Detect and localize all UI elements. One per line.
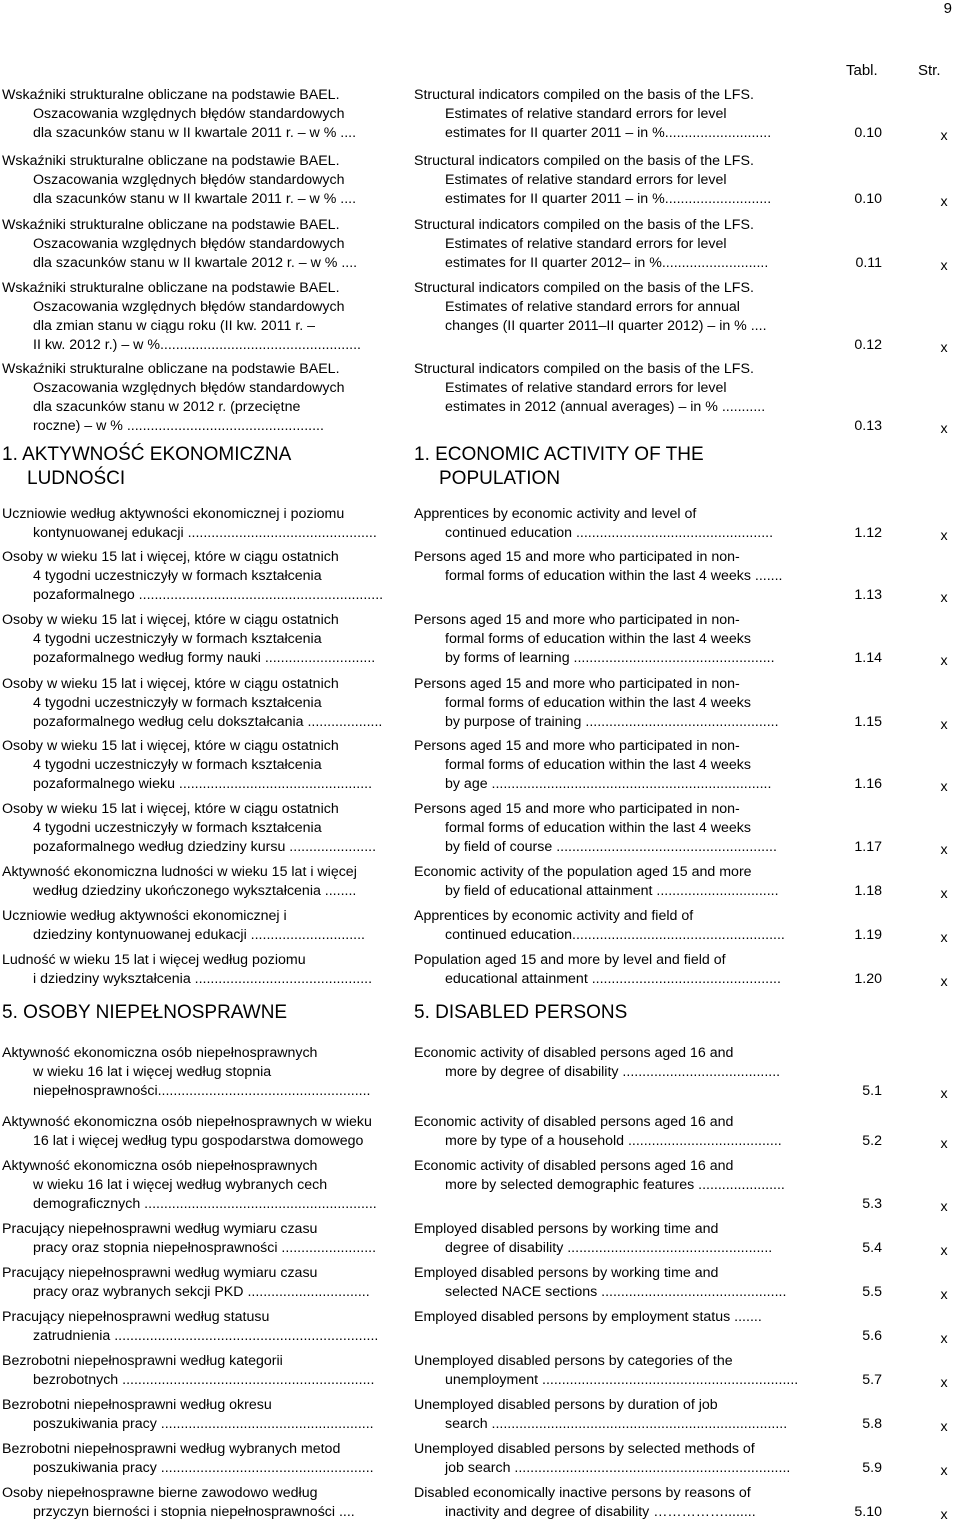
english-title-line: Estimates of relative standard errors for annual — [445, 299, 740, 315]
polish-title-line: pracy oraz stopnia niepełnosprawności ........................ — [33, 1240, 377, 1256]
toc-entry[interactable] — [0, 1352, 960, 1390]
entry-title-english — [414, 863, 822, 901]
polish-title-line: Osoby w wieku 15 lat i więcej, które w ciągu ostatnich — [2, 801, 339, 817]
table-number: 1.20 — [854, 971, 882, 987]
entry-title-polish — [2, 863, 412, 901]
table-number: 5.9 — [862, 1460, 882, 1476]
polish-title-line: roczne) – w % .................................................. — [33, 418, 324, 434]
entry-title-english — [414, 907, 822, 945]
entry-title-english — [414, 1352, 822, 1390]
toc-entry[interactable] — [0, 907, 960, 945]
polish-title-line: Pracujący niepełnosprawni według wymiaru czasu — [2, 1265, 318, 1281]
polish-title-line: pozaformalnego według formy nauki ............................ — [33, 650, 376, 666]
english-title-line: Employed disabled persons by working time and — [414, 1265, 719, 1281]
polish-title-line: Osoby niepełnosprawne bierne zawodowo według — [2, 1485, 318, 1501]
polish-title-line: Bezrobotni niepełnosprawni według kategorii — [2, 1353, 283, 1369]
entry-title-english — [414, 216, 822, 273]
page-reference: x — [940, 340, 948, 356]
english-title-line: Unemployed disabled persons by categories of the — [414, 1353, 733, 1369]
entry-title-polish — [2, 675, 412, 732]
toc-entry[interactable] — [0, 1440, 960, 1478]
polish-title-line: w wieku 16 lat i więcej według stopnia — [33, 1064, 272, 1080]
entry-title-polish — [2, 360, 412, 436]
english-title-line: Unemployed disabled persons by duration of job — [414, 1397, 718, 1413]
section-heading-polish — [2, 1001, 287, 1025]
toc-entry[interactable] — [0, 737, 960, 794]
table-number: 0.10 — [854, 125, 882, 141]
page-reference: x — [940, 1287, 948, 1303]
english-title-line: Structural indicators compiled on the basis of the LFS. — [414, 361, 754, 377]
polish-title-line: Aktywność ekonomiczna osób niepełnosprawnych w wieku — [2, 1114, 372, 1130]
entry-title-english — [414, 1484, 822, 1522]
entry-title-polish — [2, 505, 412, 543]
polish-title-line: Aktywność ekonomiczna osób niepełnosprawnych — [2, 1158, 318, 1174]
toc-entry[interactable] — [0, 1308, 960, 1346]
entry-title-polish — [2, 216, 412, 273]
section-heading-english — [414, 1001, 627, 1025]
english-title-line: Disabled economically inactive persons by reasons of — [414, 1485, 751, 1501]
english-title-line: Economic activity of disabled persons aged 16 and — [414, 1114, 734, 1130]
entry-title-polish — [2, 1113, 412, 1151]
page-reference: x — [940, 1243, 948, 1259]
polish-title-line: Pracujący niepełnosprawni według wymiaru czasu — [2, 1221, 318, 1237]
page-reference: x — [940, 1463, 948, 1479]
toc-entry[interactable] — [0, 675, 960, 732]
page-reference: x — [940, 590, 948, 606]
polish-title-line: Wskaźniki strukturalne obliczane na podstawie BAEL. — [2, 87, 340, 103]
english-title-line: Estimates of relative standard errors for level — [445, 172, 727, 188]
entry-title-english — [414, 1440, 822, 1478]
polish-title-line: Osoby w wieku 15 lat i więcej, które w ciągu ostatnich — [2, 676, 339, 692]
entry-title-polish — [2, 548, 412, 605]
entry-title-polish — [2, 1352, 412, 1390]
table-number: 5.3 — [862, 1196, 882, 1212]
section-heading-line: 1. AKTYWNOŚĆ EKONOMICZNA — [2, 444, 292, 465]
page-reference: x — [940, 717, 948, 733]
entry-title-english — [414, 737, 822, 794]
entry-title-english — [414, 1113, 822, 1151]
polish-title-line: 4 tygodni uczestniczyły w formach kształcenia — [33, 820, 322, 836]
entry-title-polish — [2, 1044, 412, 1101]
english-title-line: Economic activity of the population aged 15 and more — [414, 864, 752, 880]
entry-title-english — [414, 1396, 822, 1434]
english-title-line: degree of disability .................................................... — [445, 1240, 773, 1256]
english-title-line: Persons aged 15 and more who participated in non- — [414, 549, 740, 565]
table-number: 5.5 — [862, 1284, 882, 1300]
english-title-line: Apprentices by economic activity and level of — [414, 506, 697, 522]
polish-title-line: pozaformalnego wieku ................................................. — [33, 776, 373, 792]
table-number: 5.7 — [862, 1372, 882, 1388]
english-title-line: estimates for II quarter 2011 – in %........................... — [445, 191, 772, 207]
polish-title-line: dla zmian stanu w ciągu roku (II kw. 2011 r. – — [33, 318, 316, 334]
polish-title-line: Osoby w wieku 15 lat i więcej, które w ciągu ostatnich — [2, 738, 339, 754]
entry-title-polish — [2, 279, 412, 355]
entry-title-english — [414, 360, 822, 417]
table-number: 1.19 — [854, 927, 882, 943]
polish-title-line: Oszacowania względnych błędów standardowych — [33, 299, 345, 315]
english-title-line: Apprentices by economic activity and field of — [414, 908, 694, 924]
english-title-line: inactivity and degree of disability ……………........ — [445, 1504, 756, 1520]
toc-entry[interactable] — [0, 1157, 960, 1214]
polish-title-line: Aktywność ekonomiczna ludności w wieku 15 lat i więcej — [2, 864, 357, 880]
entry-title-english — [414, 548, 822, 586]
entry-title-polish — [2, 611, 412, 668]
toc-entry[interactable] — [0, 86, 960, 143]
english-title-line: continued education .................................................. — [445, 525, 774, 541]
entry-title-polish — [2, 737, 412, 794]
table-number: 0.13 — [854, 418, 882, 434]
english-title-line: more by selected demographic features ...................... — [445, 1177, 785, 1193]
entry-title-english — [414, 505, 822, 543]
polish-title-line: Wskaźniki strukturalne obliczane na podstawie BAEL. — [2, 153, 340, 169]
polish-title-line: Oszacowania względnych błędów standardowych — [33, 380, 345, 396]
entry-title-english — [414, 800, 822, 857]
english-title-line: educational attainment ................................................ — [445, 971, 781, 987]
page-reference: x — [940, 930, 948, 946]
toc-entry[interactable] — [0, 216, 960, 273]
page-reference: x — [940, 974, 948, 990]
page-reference: x — [940, 194, 948, 210]
entry-title-polish — [2, 86, 412, 143]
english-title-line: Structural indicators compiled on the basis of the LFS. — [414, 280, 754, 296]
polish-title-line: pozaformalnego według celu dokształcania ................... — [33, 714, 383, 730]
page-reference: x — [940, 779, 948, 795]
polish-title-line: II kw. 2012 r.) – w %................................................... — [33, 337, 361, 353]
page-number: 9 — [943, 0, 952, 17]
toc-entry[interactable] — [0, 152, 960, 209]
entry-title-polish — [2, 1157, 412, 1214]
polish-title-line: 4 tygodni uczestniczyły w formach kształcenia — [33, 631, 322, 647]
polish-title-line: Oszacowania względnych błędów standardowych — [33, 236, 345, 252]
polish-title-line: demograficznych ........................................................... — [33, 1196, 377, 1212]
entry-title-polish — [2, 1396, 412, 1434]
table-number: 5.1 — [862, 1083, 882, 1099]
entry-title-english — [414, 1308, 822, 1327]
entry-title-english — [414, 951, 822, 989]
polish-title-line: Ludność w wieku 15 lat i więcej według poziomu — [2, 952, 306, 968]
english-title-line: by field of course ........................................................ — [445, 839, 777, 855]
page-reference: x — [940, 886, 948, 902]
english-title-line: Economic activity of disabled persons aged 16 and — [414, 1045, 734, 1061]
page-reference: x — [940, 653, 948, 669]
entry-title-polish — [2, 152, 412, 209]
toc-entry[interactable] — [0, 548, 960, 605]
entry-title-english — [414, 1157, 822, 1195]
english-title-line: estimates for II quarter 2011 – in %........................... — [445, 125, 772, 141]
entry-title-english — [414, 1220, 822, 1258]
polish-title-line: 16 lat i więcej według typu gospodarstwa domowego — [33, 1133, 364, 1149]
entry-title-english — [414, 611, 822, 668]
table-number: 1.13 — [854, 587, 882, 603]
entry-title-polish — [2, 951, 412, 989]
section-heading-english — [414, 443, 704, 491]
polish-title-line: Oszacowania względnych błędów standardowych — [33, 106, 345, 122]
entry-title-polish — [2, 1484, 412, 1522]
polish-title-line: Aktywność ekonomiczna osób niepełnosprawnych — [2, 1045, 318, 1061]
page-reference: x — [940, 1136, 948, 1152]
page-reference: x — [940, 1199, 948, 1215]
entry-title-english — [414, 279, 822, 336]
english-title-line: changes (II quarter 2011–II quarter 2012) – in % .... — [445, 318, 767, 334]
english-title-line: Estimates of relative standard errors for level — [445, 106, 727, 122]
entry-title-english — [414, 1264, 822, 1302]
page-reference: x — [940, 1507, 948, 1523]
english-title-line: job search ...................................................................... — [445, 1460, 791, 1476]
english-title-line: Structural indicators compiled on the basis of the LFS. — [414, 87, 754, 103]
toc-entry[interactable] — [0, 360, 960, 436]
english-title-line: formal forms of education within the last 4 weeks — [445, 820, 751, 836]
toc-entry[interactable] — [0, 1264, 960, 1302]
english-title-line: Employed disabled persons by employment status ....... — [414, 1309, 762, 1325]
english-title-line: by purpose of training ................................................. — [445, 714, 779, 730]
table-number: 5.6 — [862, 1328, 882, 1344]
english-title-line: estimates in 2012 (annual averages) – in % ........... — [445, 399, 766, 415]
english-title-line: selected NACE sections ............................................... — [445, 1284, 787, 1300]
polish-title-line: niepełnosprawności...................................................... — [33, 1083, 371, 1099]
polish-title-line: bezrobotnych ................................................................ — [33, 1372, 375, 1388]
polish-title-line: Oszacowania względnych błędów standardowych — [33, 172, 345, 188]
english-title-line: formal forms of education within the last 4 weeks — [445, 757, 751, 773]
section-heading-line: 1. ECONOMIC ACTIVITY OF THE — [414, 444, 704, 465]
polish-title-line: kontynuowanej edukacji ................................................ — [33, 525, 377, 541]
entry-title-polish — [2, 800, 412, 857]
english-title-line: Employed disabled persons by working time and — [414, 1221, 719, 1237]
table-number: 1.16 — [854, 776, 882, 792]
english-title-line: Persons aged 15 and more who participated in non- — [414, 801, 740, 817]
english-title-line: Structural indicators compiled on the basis of the LFS. — [414, 153, 754, 169]
polish-title-line: dla szacunków stanu w II kwartale 2012 r. – w % .... — [33, 255, 358, 271]
entry-title-english — [414, 152, 822, 209]
page-reference: x — [940, 1086, 948, 1102]
english-title-line: more by type of a household ....................................... — [445, 1133, 782, 1149]
entry-title-polish — [2, 1308, 412, 1346]
polish-title-line: Osoby w wieku 15 lat i więcej, które w ciągu ostatnich — [2, 612, 339, 628]
polish-title-line: dla szacunków stanu w II kwartale 2011 r. – w % .... — [33, 191, 357, 207]
english-title-line: formal forms of education within the last 4 weeks — [445, 631, 751, 647]
polish-title-line: Pracujący niepełnosprawni według statusu — [2, 1309, 270, 1325]
polish-title-line: Uczniowie według aktywności ekonomicznej i — [2, 908, 287, 924]
page-reference: x — [940, 258, 948, 274]
polish-title-line: Bezrobotni niepełnosprawni według okresu — [2, 1397, 272, 1413]
page-reference: x — [940, 1375, 948, 1391]
table-number: 1.18 — [854, 883, 882, 899]
table-number: 1.12 — [854, 525, 882, 541]
entry-title-polish — [2, 1220, 412, 1258]
polish-title-line: według dziedziny ukończonego wykształcenia ........ — [33, 883, 357, 899]
toc-entry[interactable] — [0, 505, 960, 543]
section-heading-polish — [2, 443, 291, 491]
toc-entry[interactable] — [0, 1220, 960, 1258]
polish-title-line: Wskaźniki strukturalne obliczane na podstawie BAEL. — [2, 280, 340, 296]
polish-title-line: pracy oraz wybranych sekcji PKD ............................... — [33, 1284, 370, 1300]
polish-title-line: 4 tygodni uczestniczyły w formach kształcenia — [33, 757, 322, 773]
english-title-line: Population aged 15 and more by level and field of — [414, 952, 726, 968]
polish-title-line: i dziedziny wykształcenia ............................................. — [33, 971, 373, 987]
table-number: 0.11 — [855, 255, 882, 271]
table-number: 5.4 — [862, 1240, 882, 1256]
polish-title-line: 4 tygodni uczestniczyły w formach kształcenia — [33, 568, 322, 584]
entry-title-polish — [2, 1264, 412, 1302]
polish-title-line: zatrudnienia ................................................................... — [33, 1328, 379, 1344]
entry-title-english — [414, 675, 822, 732]
polish-title-line: poszukiwania pracy ...................................................... — [33, 1416, 374, 1432]
entry-title-polish — [2, 907, 412, 945]
english-title-line: search ........................................................................... — [445, 1416, 788, 1432]
column-header-page: Str. — [918, 62, 941, 79]
entry-title-english — [414, 86, 822, 143]
polish-title-line: w wieku 16 lat i więcej według wybranych cech — [33, 1177, 328, 1193]
table-number: 5.2 — [862, 1133, 882, 1149]
table-number: 1.14 — [854, 650, 882, 666]
table-number: 1.15 — [854, 714, 882, 730]
polish-title-line: dziedziny kontynuowanej edukacji ............................. — [33, 927, 365, 943]
english-title-line: by field of educational attainment ............................... — [445, 883, 779, 899]
english-title-line: Estimates of relative standard errors for level — [445, 236, 727, 252]
english-title-line: by age ....................................................................... — [445, 776, 772, 792]
page-reference: x — [940, 842, 948, 858]
polish-title-line: Uczniowie według aktywności ekonomicznej i poziomu — [2, 506, 345, 522]
toc-entry[interactable] — [0, 279, 960, 355]
toc-entry[interactable] — [0, 1044, 960, 1101]
polish-title-line: dla szacunków stanu w 2012 r. (przeciętne — [33, 399, 301, 415]
section-heading-line: 5. DISABLED PERSONS — [414, 1002, 628, 1023]
polish-title-line: Osoby w wieku 15 lat i więcej, które w ciągu ostatnich — [2, 549, 339, 565]
english-title-line: Structural indicators compiled on the basis of the LFS. — [414, 217, 754, 233]
section-heading-line: LUDNOŚCI — [27, 468, 126, 489]
table-number: 0.10 — [854, 191, 882, 207]
section-heading-line: 5. OSOBY NIEPEŁNOSPRAWNE — [2, 1002, 288, 1023]
toc-entry[interactable] — [0, 800, 960, 857]
english-title-line: Persons aged 15 and more who participated in non- — [414, 612, 740, 628]
english-title-line: continued education...................................................... — [445, 927, 785, 943]
toc-entry[interactable] — [0, 611, 960, 668]
english-title-line: estimates for II quarter 2012– in %........................... — [445, 255, 769, 271]
english-title-line: Estimates of relative standard errors for level — [445, 380, 727, 396]
section-heading-line: POPULATION — [439, 468, 561, 489]
english-title-line: unemployment ................................................................. — [445, 1372, 799, 1388]
polish-title-line: przyczyn bierności i stopnia niepełnosprawności .... — [33, 1504, 355, 1520]
english-title-line: Persons aged 15 and more who participated in non- — [414, 738, 740, 754]
polish-title-line: Bezrobotni niepełnosprawni według wybranych metod — [2, 1441, 341, 1457]
english-title-line: by forms of learning ................................................... — [445, 650, 775, 666]
english-title-line: formal forms of education within the last 4 weeks ....... — [445, 568, 783, 584]
polish-title-line: pozaformalnego .............................................................. — [33, 587, 384, 603]
polish-title-line: 4 tygodni uczestniczyły w formach kształcenia — [33, 695, 322, 711]
toc-entry[interactable] — [0, 1484, 960, 1522]
table-number: 5.10 — [854, 1504, 882, 1520]
english-title-line: Unemployed disabled persons by selected methods of — [414, 1441, 755, 1457]
english-title-line: formal forms of education within the last 4 weeks — [445, 695, 751, 711]
table-number: 1.17 — [854, 839, 882, 855]
toc-entry[interactable] — [0, 1113, 960, 1151]
toc-entry[interactable] — [0, 863, 960, 901]
page-reference: x — [940, 421, 948, 437]
polish-title-line: poszukiwania pracy ...................................................... — [33, 1460, 374, 1476]
polish-title-line: pozaformalnego według dziedziny kursu ...................... — [33, 839, 377, 855]
english-title-line: Economic activity of disabled persons aged 16 and — [414, 1158, 734, 1174]
entry-title-english — [414, 1044, 822, 1082]
toc-entry[interactable] — [0, 1396, 960, 1434]
page-reference: x — [940, 1419, 948, 1435]
table-number: 5.8 — [862, 1416, 882, 1432]
english-title-line: Persons aged 15 and more who participated in non- — [414, 676, 740, 692]
page-reference: x — [940, 128, 948, 144]
toc-entry[interactable] — [0, 951, 960, 989]
polish-title-line: dla szacunków stanu w II kwartale 2011 r. – w % .... — [33, 125, 357, 141]
page-reference: x — [940, 528, 948, 544]
column-header-table: Tabl. — [846, 62, 878, 79]
entry-title-polish — [2, 1440, 412, 1478]
polish-title-line: Wskaźniki strukturalne obliczane na podstawie BAEL. — [2, 361, 340, 377]
page-reference: x — [940, 1331, 948, 1347]
polish-title-line: Wskaźniki strukturalne obliczane na podstawie BAEL. — [2, 217, 340, 233]
table-number: 0.12 — [854, 337, 882, 353]
english-title-line: more by degree of disability ........................................ — [445, 1064, 781, 1080]
